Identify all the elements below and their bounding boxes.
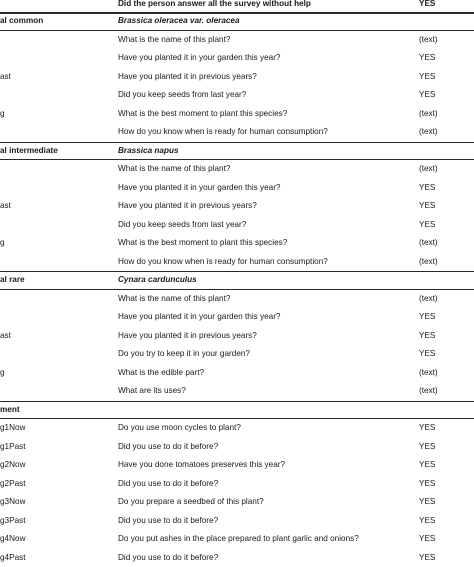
section-rule — [0, 401, 474, 402]
question-cell: Cynara cardunculus — [118, 275, 197, 284]
row-label-cell: al rare — [0, 275, 25, 284]
answer-cell: YES — [419, 330, 436, 340]
question-cell: Have you planted it in your garden this year? — [118, 182, 281, 192]
table-row — [0, 530, 474, 548]
question-cell: Did you use to do it before? — [118, 552, 219, 562]
table-row — [0, 327, 474, 345]
table-row — [0, 179, 474, 197]
answer-cell: (text) — [419, 238, 438, 247]
header-cell-question: Did the person answer all the survey without help — [118, 0, 311, 8]
question-cell: What is the name of this plant? — [118, 293, 231, 303]
answer-cell: YES — [419, 71, 436, 81]
question-cell: Did you keep seeds from last year? — [118, 219, 247, 229]
question-cell: What is the name of this plant? — [118, 164, 231, 173]
row-label-cell: g — [0, 108, 5, 118]
answer-cell: YES — [419, 423, 436, 432]
table-row — [0, 49, 474, 67]
row-label-cell: g4Now — [0, 534, 26, 543]
question-cell: Have you planted it in previous years? — [118, 201, 257, 210]
question-cell: What are its uses? — [118, 386, 186, 395]
row-label-cell: g1Now — [0, 423, 26, 432]
answer-cell: YES — [419, 534, 436, 543]
question-cell: What is the edible part? — [118, 367, 205, 377]
section-rule — [0, 142, 474, 143]
row-label-cell: g4Past — [0, 552, 26, 562]
question-cell: How do you know when is ready for human consumption? — [118, 256, 328, 266]
answer-cell: (text) — [419, 127, 438, 136]
answer-cell: YES — [419, 478, 436, 488]
table-row — [0, 290, 474, 308]
answer-cell: (text) — [419, 386, 438, 395]
table-row — [0, 160, 474, 178]
row-label-cell: g — [0, 367, 5, 377]
question-cell: How do you know when is ready for human consumption? — [118, 127, 328, 136]
row-label-cell: g — [0, 238, 5, 247]
table-row — [0, 308, 474, 326]
table-row — [0, 68, 474, 86]
question-cell: Did you use to do it before? — [118, 515, 219, 525]
answer-cell: YES — [419, 349, 436, 358]
table-row — [0, 216, 474, 234]
table-row — [0, 512, 474, 530]
section-rule — [0, 12, 474, 13]
row-label-cell: ast — [0, 71, 11, 81]
row-label-cell: al common — [0, 16, 44, 25]
answer-cell: YES — [419, 53, 436, 62]
question-cell: Do you try to keep it in your garden? — [118, 349, 250, 358]
table-row — [0, 345, 474, 363]
question-cell: Do you use moon cycles to plant? — [118, 423, 241, 432]
row-label-cell: ment — [0, 404, 20, 414]
answer-cell: YES — [419, 201, 436, 210]
table-row — [0, 475, 474, 493]
table-row — [0, 364, 474, 382]
table-row — [0, 123, 474, 141]
answer-cell: YES — [419, 219, 436, 229]
answer-cell: YES — [419, 497, 436, 506]
row-label-cell: ast — [0, 201, 11, 210]
question-cell: Have you planted it in previous years? — [118, 330, 257, 340]
section-row — [0, 401, 474, 419]
answer-cell: (text) — [419, 367, 438, 377]
question-cell: What is the name of this plant? — [118, 34, 231, 44]
table-row — [0, 419, 474, 437]
answer-cell: YES — [419, 312, 436, 321]
table-row — [0, 493, 474, 511]
table-row — [0, 234, 474, 252]
table-row — [0, 549, 474, 567]
question-cell: Have you planted it in your garden this year? — [118, 53, 281, 62]
section-row — [0, 271, 474, 289]
row-label-cell: al intermediate — [0, 145, 58, 155]
row-label-cell: g1Past — [0, 441, 26, 451]
question-cell: Have you planted it in previous years? — [118, 71, 257, 81]
table-row — [0, 253, 474, 271]
row-label-cell: ast — [0, 330, 11, 340]
answer-cell: YES — [419, 515, 436, 525]
answer-cell: (text) — [419, 293, 438, 303]
answer-cell: (text) — [419, 164, 438, 173]
row-label-cell: g3Now — [0, 497, 26, 506]
answer-cell: YES — [419, 182, 436, 192]
question-cell: Brassica oleracea var. oleracea — [118, 16, 240, 25]
question-cell: Did you use to do it before? — [118, 478, 219, 488]
section-row — [0, 142, 474, 160]
answer-cell: YES — [419, 460, 436, 469]
answer-cell: (text) — [419, 108, 438, 118]
question-cell: Brassica napus — [118, 145, 179, 155]
table-row — [0, 382, 474, 400]
answer-cell: YES — [419, 441, 436, 451]
answer-cell: YES — [419, 552, 436, 562]
row-label-cell: g2Past — [0, 478, 26, 488]
answer-cell: YES — [419, 90, 436, 99]
row-label-cell: g3Past — [0, 515, 26, 525]
question-cell: Did you use to do it before? — [118, 441, 219, 451]
question-cell: What is the best moment to plant this species? — [118, 238, 288, 247]
table-row — [0, 438, 474, 456]
section-row — [0, 12, 474, 30]
table-row — [0, 197, 474, 215]
question-cell: Do you prepare a seedbed of this plant? — [118, 497, 264, 506]
question-cell: Did you keep seeds from last year? — [118, 90, 247, 99]
section-rule — [0, 271, 474, 272]
table-row — [0, 86, 474, 104]
answer-cell: (text) — [419, 34, 438, 44]
question-cell: Have you done tomatoes preserves this year? — [118, 460, 286, 469]
row-label-cell: g2Now — [0, 460, 26, 469]
table-row — [0, 31, 474, 49]
table-row — [0, 105, 474, 123]
table-row — [0, 456, 474, 474]
header-cell-answer: YES — [419, 0, 436, 8]
question-cell: Do you put ashes in the place prepared to plant garlic and onions? — [118, 534, 359, 543]
question-cell: Have you planted it in your garden this year? — [118, 312, 281, 321]
answer-cell: (text) — [419, 256, 438, 266]
question-cell: What is the best moment to plant this species? — [118, 108, 288, 118]
